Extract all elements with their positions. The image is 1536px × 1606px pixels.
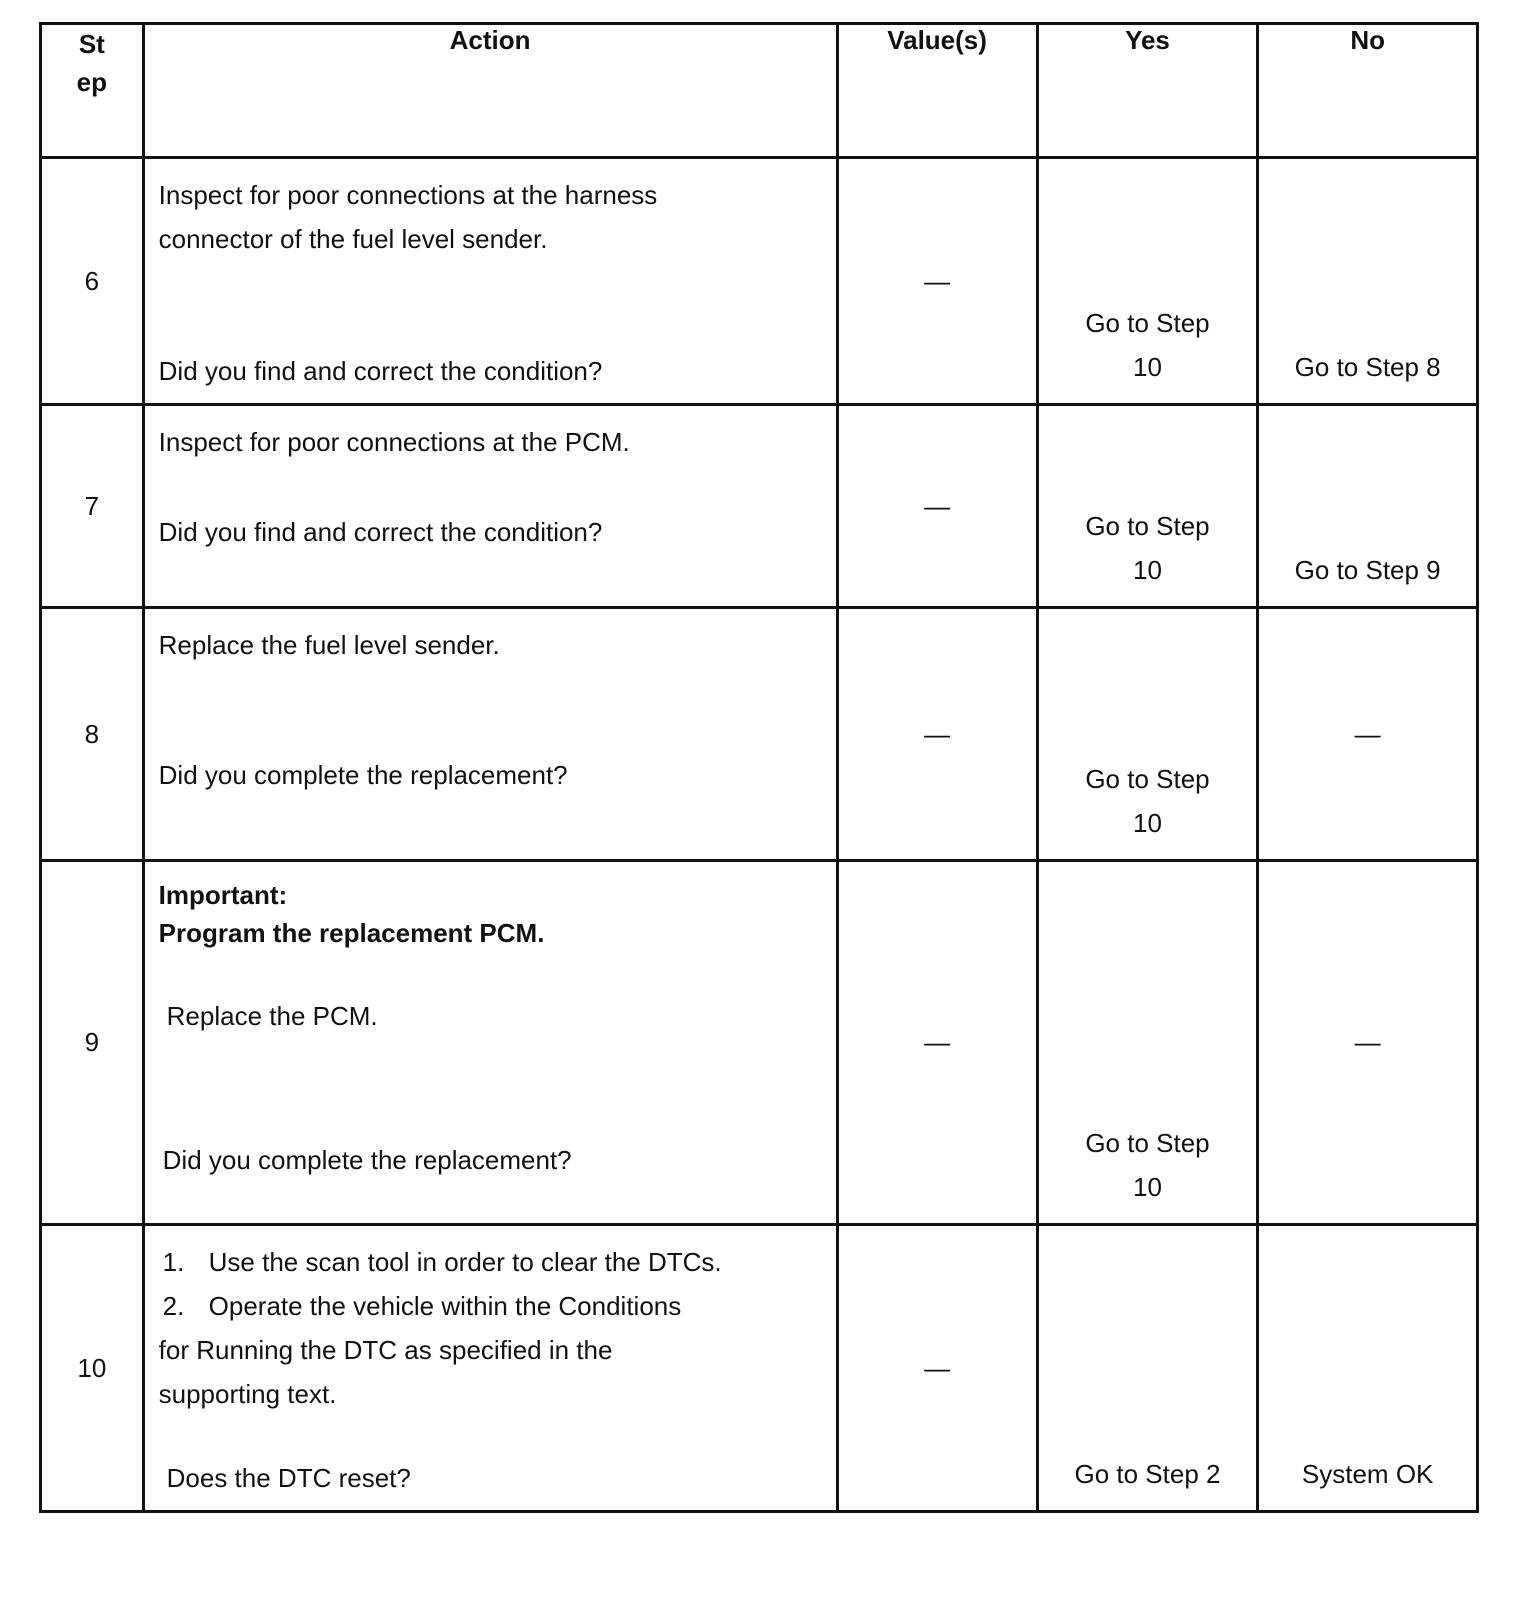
action-cell bbox=[143, 405, 837, 608]
no-cell: — bbox=[1258, 608, 1478, 861]
table-row bbox=[41, 158, 1478, 405]
table-row bbox=[41, 608, 1478, 861]
header-yes: Yes bbox=[1037, 24, 1258, 158]
action-cell bbox=[143, 861, 837, 1225]
yes-cell: Go to Step 10 bbox=[1037, 405, 1258, 608]
action-text: for Running the DTC as specified in the bbox=[158, 1335, 613, 1365]
step-number: 10 bbox=[41, 1225, 144, 1512]
action-text: connector of the fuel level sender. bbox=[158, 224, 548, 254]
list-item: 2. Operate the vehicle within the Conditions bbox=[162, 1291, 682, 1321]
value-cell: — bbox=[837, 405, 1037, 608]
value-cell: — bbox=[837, 861, 1037, 1225]
diagnostic-table bbox=[39, 22, 1479, 1513]
yes-cell: Go to Step 10 bbox=[1037, 158, 1258, 405]
action-text: supporting text. bbox=[158, 1379, 337, 1409]
yes-cell: Go to Step 2 bbox=[1037, 1225, 1258, 1512]
value-cell: — bbox=[837, 1225, 1037, 1512]
action-question: Did you find and correct the condition? bbox=[158, 356, 603, 386]
header-action: Action bbox=[143, 24, 837, 158]
action-question: Did you complete the replacement? bbox=[162, 1145, 572, 1175]
no-cell: Go to Step 9 bbox=[1258, 405, 1478, 608]
action-text: Inspect for poor connections at the harness bbox=[158, 180, 658, 210]
header-values: Value(s) bbox=[837, 24, 1037, 158]
table-row bbox=[41, 1225, 1478, 1512]
table-row bbox=[41, 861, 1478, 1225]
no-cell: System OK bbox=[1258, 1225, 1478, 1512]
action-question: Did you find and correct the condition? bbox=[158, 517, 603, 547]
action-cell bbox=[143, 158, 837, 405]
yes-cell: Go to Step 10 bbox=[1037, 861, 1258, 1225]
action-cell bbox=[143, 608, 837, 861]
action-text: Replace the fuel level sender. bbox=[158, 630, 500, 660]
important-text: Program the replacement PCM. bbox=[158, 918, 545, 948]
action-cell bbox=[143, 1225, 837, 1512]
action-text: Inspect for poor connections at the PCM. bbox=[158, 427, 630, 457]
header-row bbox=[41, 24, 1478, 158]
header-step: St ep bbox=[41, 24, 144, 158]
important-label: Important: bbox=[158, 880, 288, 910]
yes-cell: Go to Step 10 bbox=[1037, 608, 1258, 861]
header-no: No bbox=[1258, 24, 1478, 158]
step-number: 6 bbox=[41, 158, 144, 405]
no-cell: Go to Step 8 bbox=[1258, 158, 1478, 405]
no-cell: — bbox=[1258, 861, 1478, 1225]
step-number: 7 bbox=[41, 405, 144, 608]
value-cell: — bbox=[837, 608, 1037, 861]
table-row bbox=[41, 405, 1478, 608]
list-item: 1. Use the scan tool in order to clear the DTCs. bbox=[162, 1247, 722, 1277]
action-question: Does the DTC reset? bbox=[166, 1463, 411, 1493]
step-number: 9 bbox=[41, 861, 144, 1225]
step-number: 8 bbox=[41, 608, 144, 861]
action-text: Replace the PCM. bbox=[166, 1001, 378, 1031]
action-question: Did you complete the replacement? bbox=[158, 760, 568, 790]
value-cell: — bbox=[837, 158, 1037, 405]
